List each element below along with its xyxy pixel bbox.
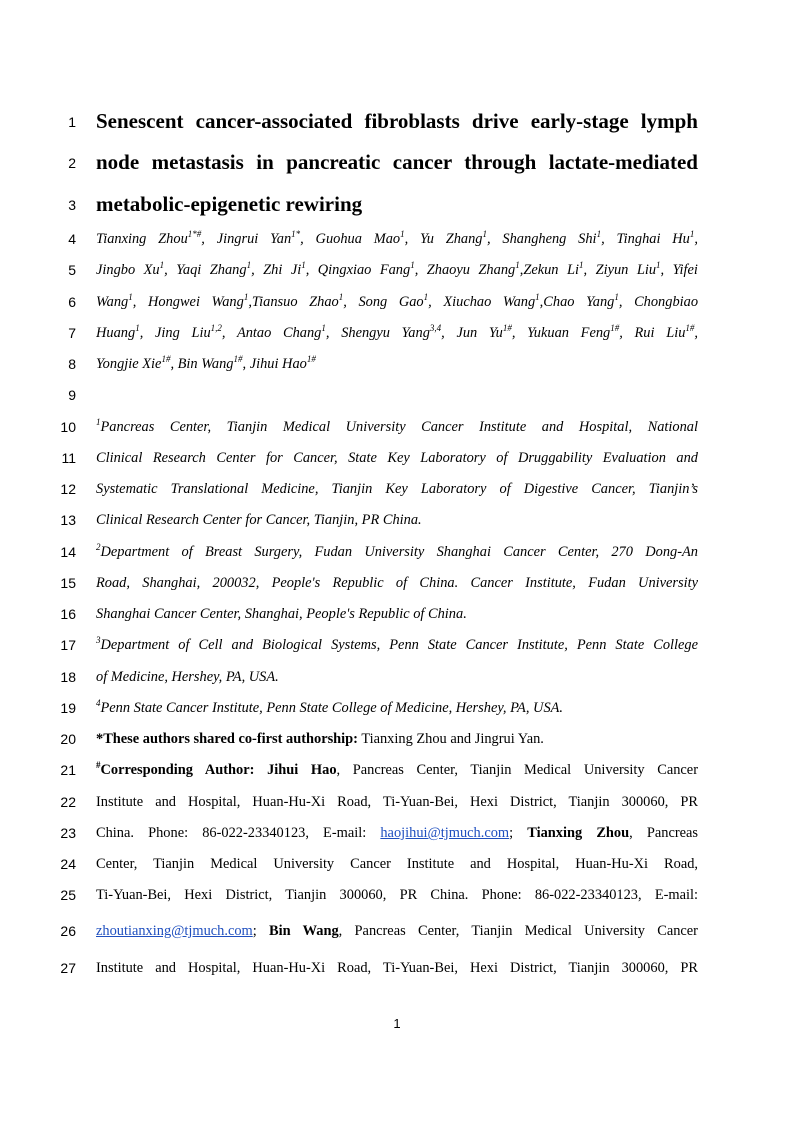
affiliation-2-line-3: Shanghai Cancer Center, Shanghai, People's Republic of China. (96, 606, 467, 622)
line-number: 4 (68, 231, 76, 247)
email-link-haojihui[interactable]: haojihui@tjmuch.com (380, 825, 510, 841)
cofirst-note: *These authors shared co-first authorship: Tianxing Zhou and Jingrui Yan. (96, 731, 544, 747)
line-number: 19 (60, 700, 76, 716)
line-number: 24 (60, 856, 76, 872)
line-number: 3 (68, 197, 76, 213)
corresponding-line-6: zhoutianxing@tjmuch.com; Bin Wang, Pancreas Center, Tianjin Medical University Cancer (96, 923, 698, 939)
line-number: 8 (68, 356, 76, 372)
corresponding-line-3: China. Phone: 86-022-23340123, E-mail: haojihui@tjmuch.com; Tianxing Zhou, Pancreas (96, 825, 698, 841)
line-number: 22 (60, 794, 76, 810)
line-number: 18 (60, 669, 76, 685)
line-number: 12 (60, 481, 76, 497)
line-number: 23 (60, 825, 76, 841)
line-number: 17 (60, 637, 76, 653)
title-line-1: Senescent cancer-associated fibroblasts drive early-stage lymph (96, 109, 698, 133)
corresponding-line-1: #Corresponding Author: Jihui Hao, Pancreas Center, Tianjin Medical University Cancer (96, 760, 698, 778)
line-number: 15 (60, 575, 76, 591)
page-number: 1 (393, 1016, 401, 1031)
line-number: 14 (60, 544, 76, 560)
title-line-3: metabolic-epigenetic rewiring (96, 192, 363, 216)
affiliation-1-line-2: Clinical Research Center for Cancer, State Key Laboratory of Druggability Evaluation and (96, 450, 698, 466)
affiliation-4-line-1: $^4$Penn State Cancer Institute, Penn State College of Medicine, Hershey, PA, USA. (96, 698, 564, 716)
line-number: 26 (60, 923, 76, 939)
line-number: 20 (60, 731, 76, 747)
line-number: 21 (60, 762, 76, 778)
author-line-2: Jingbo Xu$^1$, Yaqi Zhang$^1$, Zhi Ji$^1$, Qingxiao Fang$^1$, Zhaoyu Zhang$^1$,Zekun Li$^1$, Ziyun Liu$^1$, Yifei (96, 260, 698, 278)
corresponding-line-5: Ti-Yuan-Bei, Hexi District, Tianjin 300060, PR China. Phone: 86-022-23340123, E-mail: (96, 887, 698, 903)
corresponding-line-2: Institute and Hospital, Huan-Hu-Xi Road, Ti-Yuan-Bei, Hexi District, Tianjin 300060, PR (96, 794, 698, 810)
line-number: 10 (60, 419, 76, 435)
affiliation-3-line-1: $^3$Department of Cell and Biological Systems, Penn State Cancer Institute, Penn State College (96, 635, 698, 653)
line-number: 16 (60, 606, 76, 622)
line-number: 13 (60, 512, 76, 528)
email-link-zhoutianxing[interactable]: zhoutianxing@tjmuch.com (96, 923, 253, 939)
line-number: 25 (60, 887, 76, 903)
affiliation-2-line-1: $^2$Department of Breast Surgery, Fudan University Shanghai Cancer Center, 270 Dong-An (96, 542, 698, 560)
author-line-1: Tianxing Zhou$^{1*\#}$, Jingrui Yan$^{1*}$, Guohua Mao$^1$, Yu Zhang$^1$, Shangheng Shi$^1$, Tinghai Hu$^1$, (96, 229, 698, 247)
corresponding-line-4: Center, Tianjin Medical University Cancer Institute and Hospital, Huan-Hu-Xi Road, (96, 856, 698, 872)
affiliation-1-line-3: Systematic Translational Medicine, Tianjin Key Laboratory of Digestive Cancer, Tianjin’s (96, 481, 698, 497)
author-line-3: Wang$^1$, Hongwei Wang$^1$,Tiansuo Zhao$^1$, Song Gao$^1$, Xiuchao Wang$^1$,Chao Yang$^1$, Chongbiao (96, 292, 698, 310)
line-number: 11 (61, 450, 76, 466)
line-number: 5 (68, 262, 76, 278)
title-line-2: node metastasis in pancreatic cancer through lactate-mediated (96, 150, 698, 174)
line-number: 1 (68, 114, 76, 130)
line-number: 9 (68, 387, 76, 403)
affiliation-1-line-4: Clinical Research Center for Cancer, Tianjin, PR China. (96, 512, 422, 528)
corresponding-line-7: Institute and Hospital, Huan-Hu-Xi Road, Ti-Yuan-Bei, Hexi District, Tianjin 300060, PR (96, 960, 698, 976)
author-line-5: Yongjie Xie$^{1\#}$, Bin Wang$^{1\#}$, Jihui Hao$^{1\#}$ (96, 354, 316, 372)
line-number: 7 (68, 325, 76, 341)
affiliation-1-line-1: $^1$Pancreas Center, Tianjin Medical University Cancer Institute and Hospital, National (96, 417, 698, 435)
line-number: 6 (68, 294, 76, 310)
line-number: 27 (60, 960, 76, 976)
affiliation-2-line-2: Road, Shanghai, 200032, People's Republic of China. Cancer Institute, Fudan University (96, 575, 698, 591)
affiliation-3-line-2: of Medicine, Hershey, PA, USA. (96, 669, 279, 685)
author-line-4: Huang$^1$, Jing Liu$^{1,2}$, Antao Chang$^1$, Shengyu Yang$^{3,4}$, Jun $Yu^{1\#}$, Yukuan Feng$^{1\#}$, Rui Liu$^{1\#}$, (96, 323, 698, 341)
line-number: 2 (68, 155, 76, 171)
